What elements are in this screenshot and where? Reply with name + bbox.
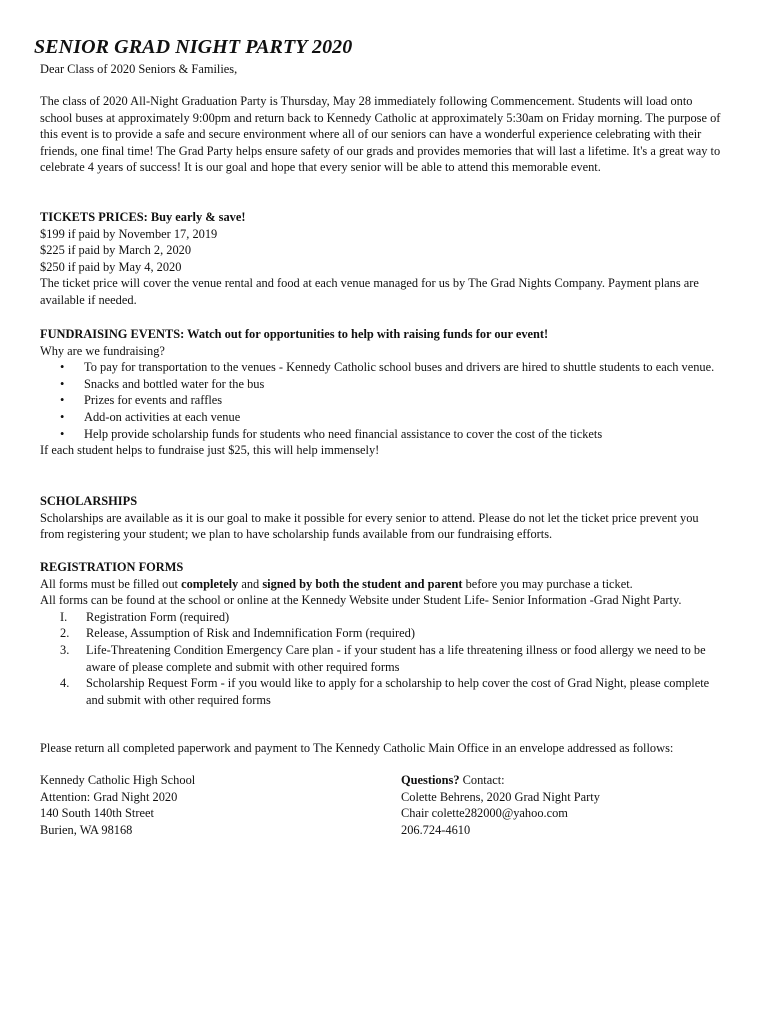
bullet-marker: • (60, 393, 65, 408)
list-item (40, 675, 722, 708)
contact-line: 206.724-4610 (401, 822, 471, 837)
closing-instructions: Please return all completed paperwork and payment to The Kennedy Catholic Main Office in an envelope addressed as follows: (40, 741, 674, 755)
contact-label-suffix: Contact: (459, 773, 505, 787)
list-item-text: Scholarship Request Form - if you would like to apply for a scholarship to help cover the cost of Grad Night, please complete and submit with other required forms (86, 676, 710, 707)
list-number: 4. (60, 676, 70, 691)
list-item-text: Add-on activities at each venue (84, 409, 241, 424)
address-line: Attention: Grad Night 2020 (40, 789, 178, 804)
list-item (40, 625, 722, 642)
ticket-price: $225 if paid by March 2, 2020 (40, 243, 192, 258)
registration-intro (40, 576, 722, 593)
ticket-price: $199 if paid by November 17, 2019 (40, 226, 218, 241)
list-item-text: To pay for transportation to the venues - Kennedy Catholic school buses and drivers are hired to shuttle students to each venue. (84, 360, 715, 375)
scholarships-text: Scholarships are available as it is our goal to make it possible for every senior to attend. Please do not let the ticket price prevent you from registering your student; we plan to have scholarship funds available from our fundraising efforts. (40, 510, 699, 542)
registration-emphasis: completely (181, 576, 239, 591)
tickets-heading: TICKETS PRICES: Buy early & save! (40, 210, 246, 224)
scholarships-heading: SCHOLARSHIPS (40, 494, 138, 508)
scholarships-section (40, 493, 722, 543)
list-item (40, 409, 722, 426)
registration-section (40, 559, 722, 708)
address-line: Kennedy Catholic High School (40, 773, 196, 787)
list-item-text: Snacks and bottled water for the bus (84, 376, 265, 391)
registration-intro-text: All forms must be filled out (40, 576, 182, 591)
contact-line: Chair colette282000@yahoo.com (401, 806, 568, 821)
list-number: 3. (60, 642, 70, 657)
forms-list (40, 609, 722, 709)
registration-intro-text: before you may purchase a ticket. (462, 576, 633, 591)
tickets-section (40, 209, 722, 309)
bullet-marker: • (60, 409, 65, 424)
greeting: Dear Class of 2020 Seniors & Families, (40, 62, 238, 76)
bullet-marker: • (60, 360, 65, 375)
fundraising-list (40, 359, 722, 442)
intro-paragraph: The class of 2020 All-Night Graduation Party is Thursday, May 28 immediately following Commencement. Students will load onto school buses at approximately 9:00pm and return back to Kennedy Catholic at approximately 5:30am on Friday morning. The purpose of this event is to provide a safe and secure environment where all of our seniors can have a wonderful experience celebrating with their friends, one final time! The Grad Party helps ensure safety of our grads and provides memories that will last a lifetime. It's a great way to celebrate 4 years of success! It is our goal and hope that every senior will be able to attend this memorable event. (40, 94, 721, 175)
contact-line: Colette Behrens, 2020 Grad Night Party (401, 789, 600, 804)
ticket-price: $250 if paid by May 4, 2020 (40, 259, 182, 274)
bullet-marker: • (60, 376, 65, 391)
list-item (40, 426, 722, 443)
address-line: 140 South 140th Street (40, 806, 154, 821)
contact-block (401, 772, 731, 838)
registration-emphasis: signed by both the student and parent (262, 576, 463, 591)
fundraising-section (40, 326, 722, 459)
list-item (40, 359, 722, 376)
registration-intro-text: and (238, 576, 263, 591)
fundraising-heading: FUNDRAISING EVENTS: Watch out for opportunities to help with raising funds for our event! (40, 327, 549, 341)
list-item (40, 642, 722, 675)
list-item (40, 392, 722, 409)
list-item-text: Life-Threatening Condition Emergency Care plan - if your student has a life threatening illness or food allergy we need to be aware of please complete and submit with other required forms (86, 642, 706, 674)
registration-location: All forms can be found at the school or online at the Kennedy Website under Student Life- Senior Information -Grad Night Party. (40, 593, 682, 608)
list-item-text: Release, Assumption of Risk and Indemnification Form (required) (86, 626, 415, 641)
bullet-marker: • (60, 426, 65, 441)
list-number: 2. (60, 626, 70, 641)
list-item-text: Registration Form (required) (86, 609, 230, 624)
registration-heading: REGISTRATION FORMS (40, 560, 184, 574)
mailing-address (40, 772, 370, 838)
tickets-note: The ticket price will cover the venue rental and food at each venue managed for us by The Grad Nights Company. Payment plans are available if needed. (40, 276, 699, 307)
list-number: I. (60, 609, 68, 624)
contact-label: Questions? (401, 773, 460, 787)
list-item (40, 609, 722, 626)
address-line: Burien, WA 98168 (40, 822, 133, 837)
list-item-text: Prizes for events and raffles (84, 393, 223, 408)
page-title: SENIOR GRAD NIGHT PARTY 2020 (34, 36, 353, 58)
list-item-text: Help provide scholarship funds for students who need financial assistance to cover the cost of the tickets (84, 426, 603, 441)
contact-heading (401, 772, 731, 789)
list-item (40, 376, 722, 393)
fundraising-closing: If each student helps to fundraise just $25, this will help immensely! (40, 443, 380, 458)
fundraising-question: Why are we fundraising? (40, 343, 165, 358)
